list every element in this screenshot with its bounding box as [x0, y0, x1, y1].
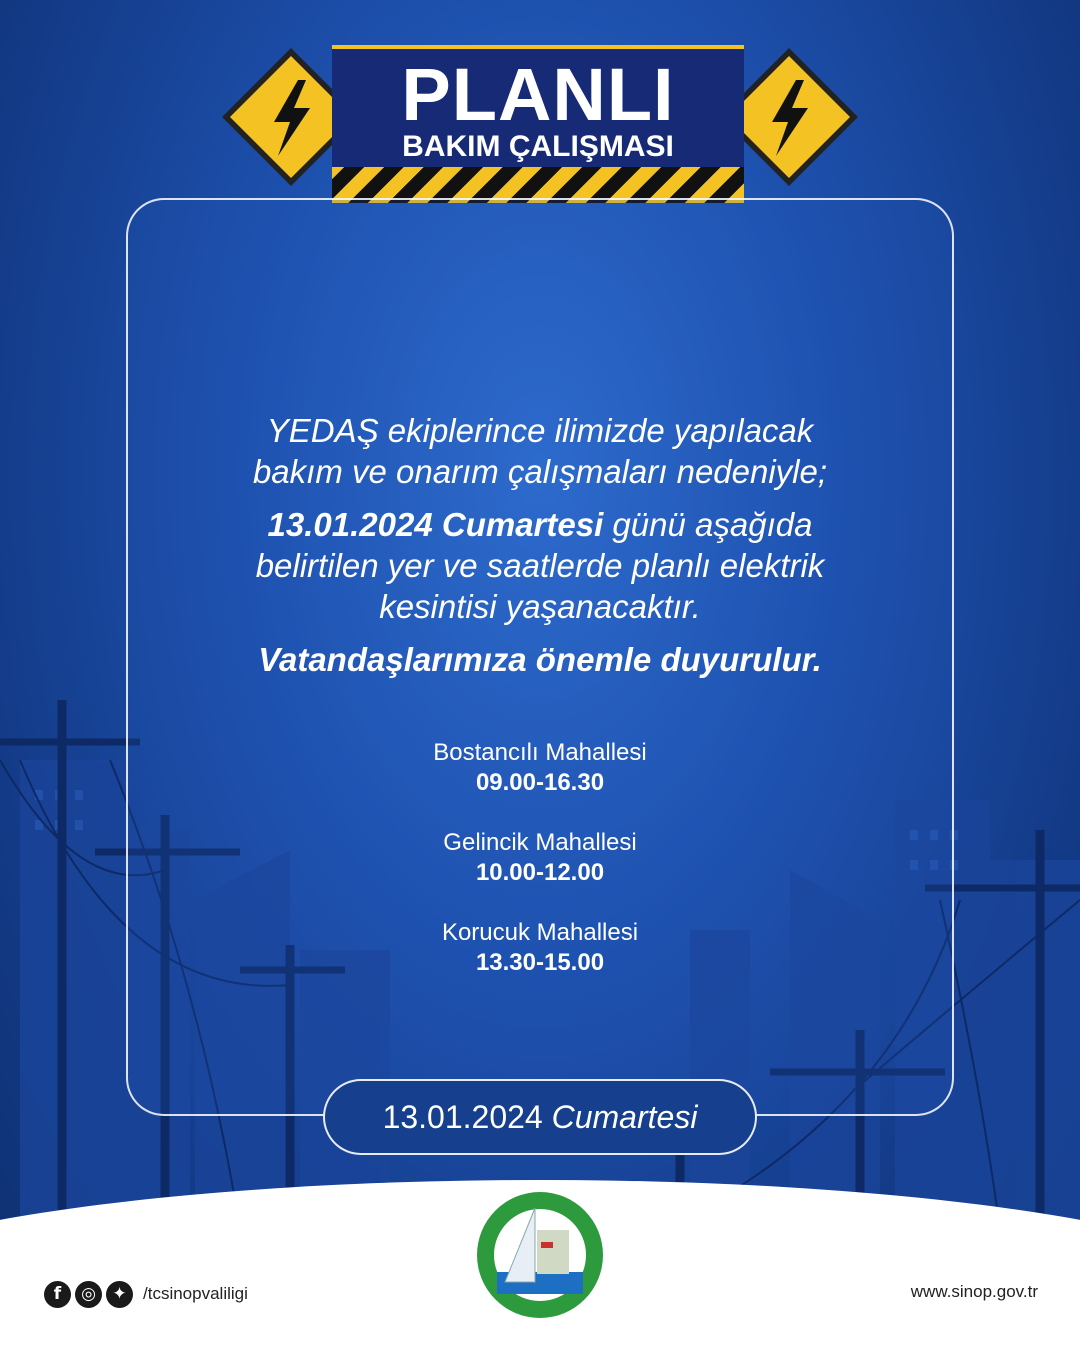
list-item: [140, 828, 940, 918]
facebook-icon[interactable]: f: [44, 1281, 71, 1308]
neighborhood-name: Korucuk Mahallesi: [441, 919, 639, 946]
outage-date: 13.01.2024 Cumartesi: [267, 506, 604, 543]
twitter-icon[interactable]: ✦: [106, 1281, 133, 1308]
instagram-icon[interactable]: ◎: [75, 1281, 102, 1308]
body-line-1: günü aşağıda: [603, 506, 813, 543]
intro-line-2: bakım ve onarım çalışmaları nedeniyle;: [252, 453, 828, 490]
list-item: [140, 918, 940, 1008]
intro-line-1: YEDAŞ ekiplerince ilimizde yapılacak: [266, 412, 814, 449]
date-badge-date: 13.01.2024: [382, 1099, 543, 1135]
outage-time: 09.00-16.30: [475, 769, 605, 796]
announcement-text: [150, 410, 930, 692]
date-badge: [323, 1079, 757, 1155]
page-title: PLANLI: [401, 53, 675, 136]
body-line-3: kesintisi yaşanacaktır.: [379, 588, 701, 625]
page-subtitle: BAKIM ÇALIŞMASI: [402, 130, 674, 163]
neighborhood-name: Gelincik Mahallesi: [443, 829, 637, 856]
date-badge-day: Cumartesi: [551, 1099, 698, 1135]
social-links: [44, 1280, 248, 1308]
social-handle[interactable]: /tcsinopvaliligi: [143, 1284, 248, 1303]
title-banner: [332, 45, 744, 203]
sinop-governorship-seal-icon: [475, 1190, 605, 1320]
list-item: [140, 738, 940, 828]
emphasis-line: Vatandaşlarımıza önemle duyurulur.: [258, 641, 822, 678]
outage-schedule: [140, 738, 940, 1008]
outage-time: 13.30-15.00: [475, 949, 605, 976]
outage-time: 10.00-12.00: [475, 859, 605, 886]
body-line-2: belirtilen yer ve saatlerde planlı elektrik: [255, 547, 825, 584]
neighborhood-name: Bostancılı Mahallesi: [433, 739, 647, 766]
website-link[interactable]: www.sinop.gov.tr: [910, 1282, 1038, 1301]
